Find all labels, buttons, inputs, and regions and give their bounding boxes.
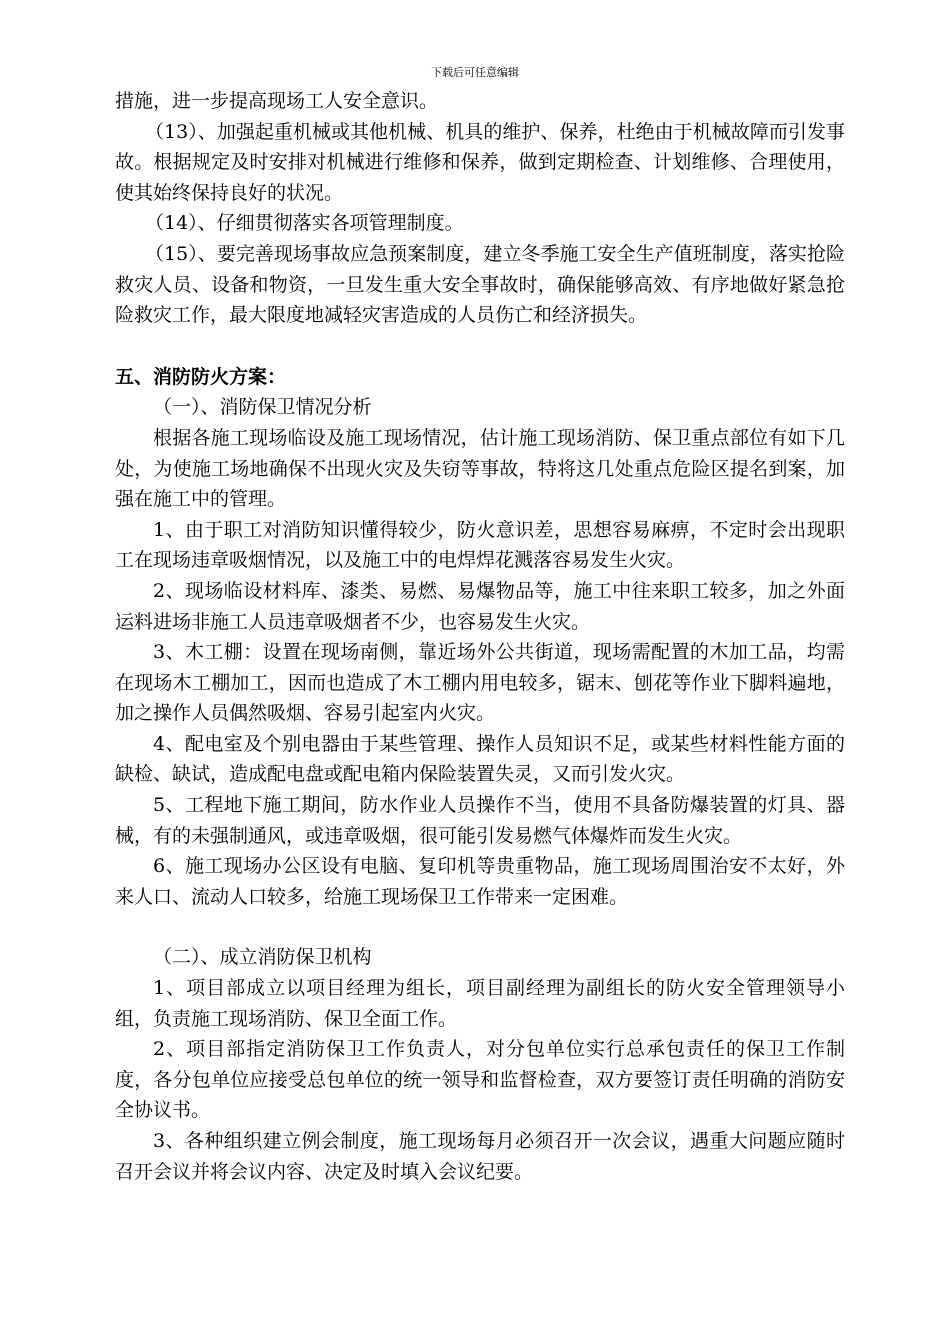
- paragraph: （14）、仔细贯彻落实各项管理制度。: [145, 212, 464, 235]
- paragraph: （13）、加强起重机械或其他机械、机具的维护、保养，杜绝由于机械故障而引发事故。根据规定及时安排对机械进行维修和保养，做到定期检查、计划维修、合理使用，使其始终保持良好的状况。: [115, 120, 845, 204]
- header-note: 下载后可任意编辑: [431, 66, 519, 79]
- list-item: 3、各种组织建立例会制度，施工现场每月必须召开一次会议，遇重大问题应随时召开会议并将会议内容、决定及时填入会议纪要。: [115, 1130, 845, 1183]
- list-item: 4、配电室及个别电器由于某些管理、操作人员知识不足，或某些材料性能方面的缺检、缺试，造成配电盘或配电箱内保险装置失灵，又而引发火灾。: [115, 732, 845, 786]
- paragraph: 根据各施工现场临设及施工现场情况，估计施工现场消防、保卫重点部位有如下几处，为使施工场地确保不出现火灾及失窃等事故，特将这几处重点危险区提名到案，加强在施工中的管理。: [115, 426, 845, 511]
- subsection-heading: （一）、消防保卫情况分析: [153, 396, 372, 419]
- subsection-heading: （二）、成立消防保卫机构: [153, 946, 372, 969]
- list-item: 6、施工现场办公区设有电脑、复印机等贵重物品，施工现场周围治安不太好，外来人口、流动人口较多，给施工现场保卫工作带来一定困难。: [115, 855, 845, 908]
- section-heading: 五、消防防火方案：: [115, 365, 287, 388]
- list-item: 3、木工棚：设置在现场南侧，靠近场外公共街道，现场需配置的木加工品，均需在现场木工棚加工，因而也造成了木工棚内用电较多，锯末、刨花等作业下脚料遍地，加之操作人员偶然吸烟、容易引起室内火灾。: [115, 641, 845, 725]
- list-item: 2、项目部指定消防保卫工作负责人，对分包单位实行总承包责任的保卫工作制度，各分包单位应接受总包单位的统一领导和监督检查，双方要签订责任明确的消防安全协议书。: [115, 1038, 845, 1122]
- document-body: [115, 86, 845, 1187]
- list-item: 1、由于职工对消防知识懂得较少，防火意识差，思想容易麻痹，不定时会出现职工在现场违章吸烟情况，以及施工中的电焊焊花溅落容易发生火灾。: [115, 518, 845, 572]
- paragraph: （15）、要完善现场事故应急预案制度，建立冬季施工安全生产值班制度，落实抢险救灾人员、设备和物资，一旦发生重大安全事故时，确保能够高效、有序地做好紧急抢险救灾工作，最大限度地减轻灾害造成的人员伤亡和经济损失。: [115, 242, 845, 327]
- list-item: 5、工程地下施工期间，防水作业人员操作不当，使用不具备防爆装置的灯具、器械，有的未强制通风，或违章吸烟，很可能引发易燃气体爆炸而发生火灾。: [115, 794, 845, 847]
- paragraph: 措施，进一步提高现场工人安全意识。: [115, 90, 439, 112]
- list-item: 2、现场临设材料库、漆类、易燃、易爆物品等，施工中往来职工较多，加之外面运料进场非施工人员违章吸烟者不少，也容易发生火灾。: [115, 579, 845, 633]
- list-item: 1、项目部成立以项目经理为组长，项目副经理为副组长的防火安全管理领导小组，负责施工现场消防、保卫全面工作。: [115, 977, 845, 1030]
